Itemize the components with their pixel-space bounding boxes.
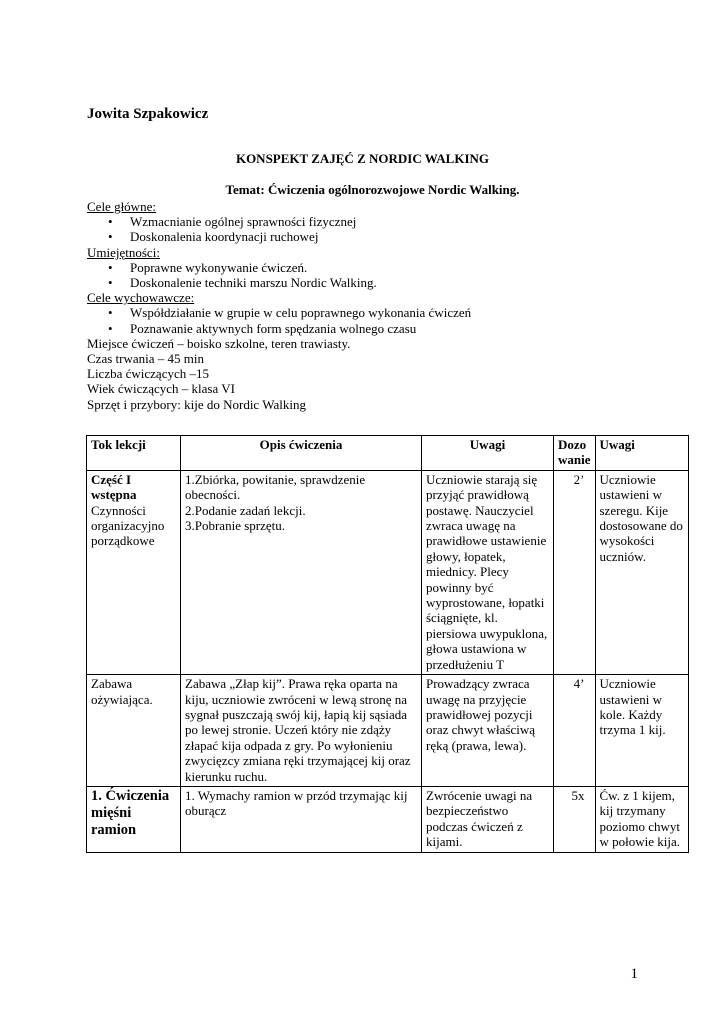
header-opis: Opis ćwiczenia	[181, 436, 422, 471]
cell-uwagi: Zwrócenie uwagi na bezpieczeństwo podczas ćwiczeń z kijami.	[422, 786, 554, 852]
header-uwagi-2: Uwagi	[595, 436, 688, 471]
cell-dozowanie: 2’	[554, 470, 596, 674]
cell-uwagi-2: Uczniowie ustawieni w szeregu. Kije dostosowane do wysokości uczniów.	[595, 470, 688, 674]
lesson-plan-table	[86, 435, 689, 853]
cell-tok	[87, 470, 181, 674]
section-skills	[87, 245, 647, 291]
detail-line: Czas trwania – 45 min	[87, 351, 204, 367]
cell-uwagi: Uczniowie starają się przyjąć prawidłową postawę. Nauczyciel zwraca uwagę na prawidłowe ustawienie głowy, łopatek, miednicy. Plecy powinny być wyprostowane, łopatki ściągnięte, kl. piersiowa uwypuklona, głowa ustawiona w przedłużeniu T	[422, 470, 554, 674]
section-heading: Umiejętności:	[87, 244, 160, 260]
list-item: • Doskonalenie techniki marszu Nordic Walking.	[87, 275, 647, 290]
list-item: • Poznawanie aktywnych form spędzania wolnego czasu	[87, 321, 647, 336]
list-item: • Współdziałanie w grupie w celu poprawnego wykonania ćwiczeń	[87, 305, 647, 320]
section-heading: Cele wychowawcze:	[87, 290, 195, 306]
list-item: • Doskonalenia koordynacji ruchowej	[87, 229, 647, 244]
cell-uwagi-2: Uczniowie ustawieni w kole. Każdy trzyma 1 kij.	[595, 675, 688, 787]
opis-line: 1.Zbiórka, powitanie, sprawdzenie obecności.	[185, 471, 366, 503]
author-name: Jowita Szpakowicz	[87, 106, 209, 122]
cell-dozowanie: 4’	[554, 675, 596, 787]
tok-text: Czynności organizacyjno porządkowe	[91, 502, 165, 549]
cell-uwagi: Prowadzący zwraca uwagę na przyjęcie prawidłowej pozycji oraz chwyt właściwą ręką (prawa, lewa).	[422, 675, 554, 787]
cell-opis: Zabawa „Złap kij”. Prawa ręka oparta na kiju, uczniowie zwróceni w lewą stronę na sygnał puszczają swój kij, łapią kij sąsiada po lewej stronie. Uczeń który nie zdąży złapać kija odpada z gry. Po wyłonieniu zwycięzcy zmiana ręki trzymającej kij oraz kierunku ruchu.	[181, 675, 422, 787]
cell-tok: 1. Ćwiczenia mięśni ramion	[87, 786, 181, 852]
cell-opis	[181, 470, 422, 674]
detail-line: Wiek ćwiczących – klasa VI	[87, 381, 235, 397]
cell-uwagi-2: Ćw. z 1 kijem, kij trzymany poziomo chwyt w połowie kija.	[595, 786, 688, 852]
detail-line: Liczba ćwiczących –15	[87, 366, 209, 382]
table-row	[87, 786, 689, 852]
tok-bold: Część I wstępna	[91, 471, 137, 503]
list-item: • Poprawne wykonywanie ćwiczeń.	[87, 260, 647, 275]
table-row	[87, 470, 689, 674]
header-tok-lekcji: Tok lekcji	[87, 436, 181, 471]
header-dozowanie: Dozo wanie	[554, 436, 596, 471]
lesson-info	[87, 199, 647, 412]
detail-line: Sprzęt i przybory: kije do Nordic Walking	[87, 396, 306, 412]
opis-line: 2.Podanie zadań lekcji.	[185, 502, 306, 518]
table-row	[87, 675, 689, 787]
cell-dozowanie: 5x	[554, 786, 596, 852]
detail-line: Miejsce ćwiczeń – boisko szkolne, teren trawiasty.	[87, 335, 351, 351]
lesson-topic: Temat: Ćwiczenia ogólnorozwojowe Nordic Walking.	[225, 182, 520, 197]
cell-tok: Zabawa ożywiająca.	[87, 675, 181, 787]
section-educational-goals	[87, 290, 647, 336]
header-uwagi: Uwagi	[422, 436, 554, 471]
section-main-goals	[87, 199, 647, 245]
list-item: • Wzmacnianie ogólnej sprawności fizycznej	[87, 214, 647, 229]
table-header-row	[87, 436, 689, 471]
cell-opis: 1. Wymachy ramion w przód trzymając kij oburącz	[181, 786, 422, 852]
section-heading: Cele główne:	[87, 199, 156, 214]
document-title: KONSPEKT ZAJĘĆ Z NORDIC WALKING	[235, 151, 490, 166]
page-number: 1	[630, 966, 638, 982]
opis-line: 3.Pobranie sprzętu.	[185, 518, 286, 534]
